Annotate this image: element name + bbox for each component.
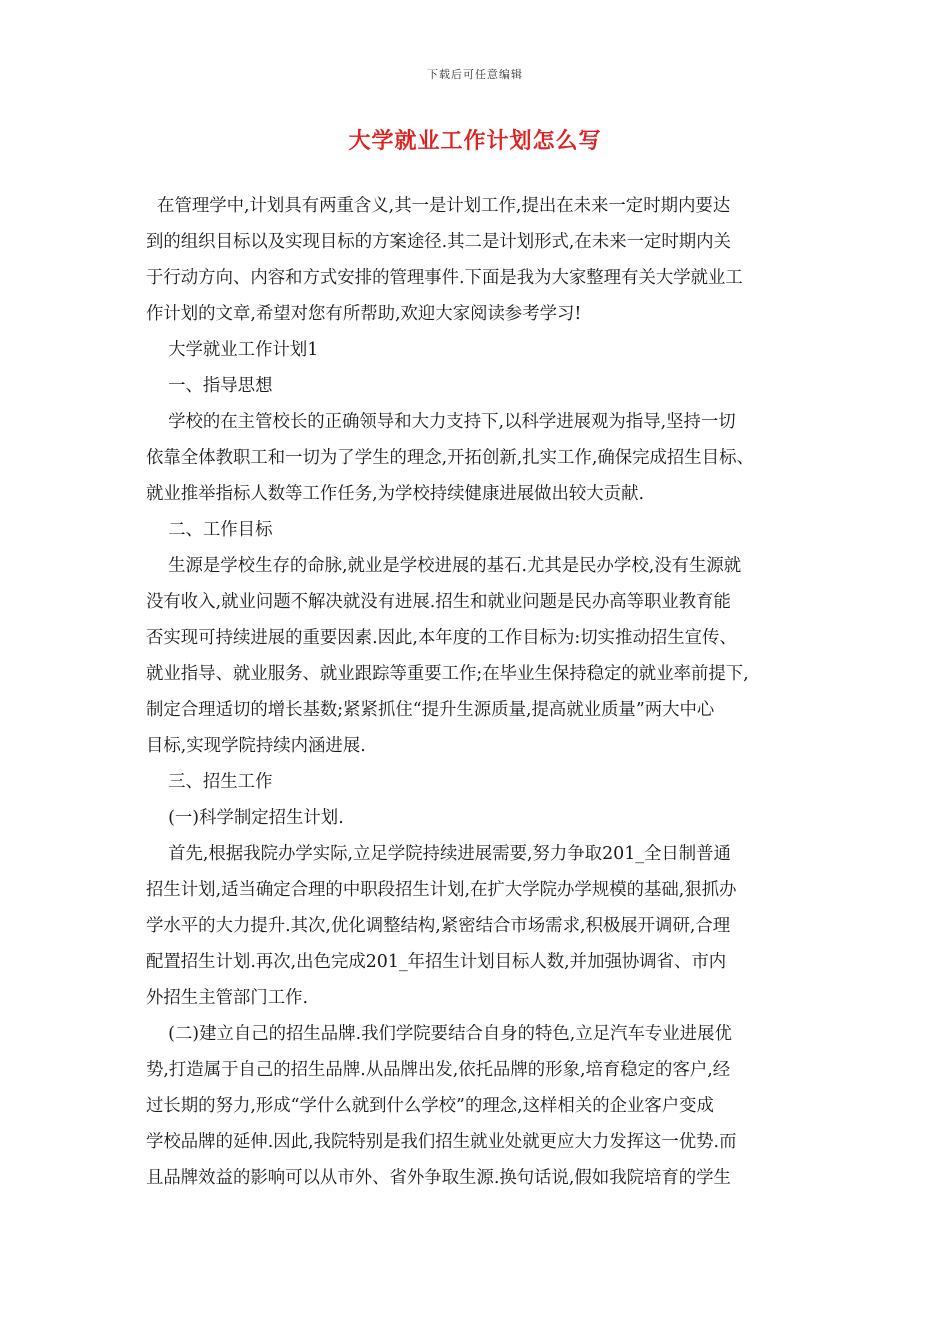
body-line: 三、招生工作 (146, 772, 273, 792)
body-line: 大学就业工作计划1 (146, 340, 319, 360)
body-line: 就业指导、就业服务、就业跟踪等重要工作;在毕业生保持稳定的就业率前提下, (146, 664, 749, 684)
body-line: 就业推举指标人数等工作任务,为学校持续健康进展做出较大贡献. (146, 484, 644, 504)
body-line: 二、工作目标 (146, 520, 273, 540)
body-line: 招生计划,适当确定合理的中职段招生计划,在扩大学院办学规模的基础,狠抓办 (146, 880, 737, 900)
body-line: 配置招生计划.再次,出色完成201_年招生计划目标人数,并加强协调省、市内 (146, 952, 727, 972)
body-line: 学校品牌的延伸.因此,我院特别是我们招生就业处就更应大力发挥这一优势.而 (146, 1132, 737, 1152)
body-line: 首先,根据我院办学实际,立足学院持续进展需要,努力争取201_全日制普通 (146, 844, 731, 864)
body-line: 于行动方向、内容和方式安排的管理事件.下面是我为大家整理有关大学就业工 (146, 268, 743, 288)
document-body (146, 188, 816, 1196)
body-line: 到的组织目标以及实现目标的方案途径.其二是计划形式,在未来一定时期内关 (146, 232, 731, 252)
header-note: 下载后可任意编辑 (427, 68, 523, 81)
body-line: 否实现可持续进展的重要因素.因此,本年度的工作目标为:切实推动招生宣传、 (146, 628, 737, 648)
body-line: 没有收入,就业问题不解决就没有进展.招生和就业问题是民办高等职业教育能 (146, 592, 731, 612)
body-line: 一、指导思想 (146, 376, 273, 396)
document-title: 大学就业工作计划怎么写 (348, 128, 602, 154)
body-line: 目标,实现学院持续内涵进展. (146, 736, 366, 756)
body-line: 生源是学校生存的命脉,就业是学校进展的基石.尤其是民办学校,没有生源就 (146, 556, 742, 576)
body-line: (一)科学制定招生计划. (146, 808, 344, 828)
body-line: 制定合理适切的增长基数;紧紧抓住“提升生源质量,提高就业质量”两大中心 (146, 700, 715, 720)
body-line: (二)建立自己的招生品牌.我们学院要结合自身的特色,立足汽车专业进展优 (146, 1024, 732, 1044)
body-line: 作计划的文章,希望对您有所帮助,欢迎大家阅读参考学习! (146, 304, 582, 324)
body-line: 势,打造属于自己的招生品牌.从品牌出发,依托品牌的形象,培育稳定的客户,经 (146, 1060, 731, 1080)
body-line: 在管理学中,计划具有两重含义,其一是计划工作,提出在未来一定时期内要达 (146, 196, 731, 216)
body-line: 外招生主管部门工作. (146, 988, 309, 1008)
body-line: 过长期的努力,形成“学什么就到什么学校”的理念,这样相关的企业客户变成 (146, 1096, 714, 1116)
body-line: 学水平的大力提升.其次,优化调整结构,紧密结合市场需求,积极展开调研,合理 (146, 916, 731, 936)
body-line: 学校的在主管校长的正确领导和大力支持下,以科学进展观为指导,坚持一切 (146, 412, 736, 432)
body-line: 且品牌效益的影响可以从市外、省外争取生源.换句话说,假如我院培育的学生 (146, 1168, 731, 1188)
body-line: 依靠全体教职工和一切为了学生的理念,开拓创新,扎实工作,确保完成招生目标、 (146, 448, 754, 468)
